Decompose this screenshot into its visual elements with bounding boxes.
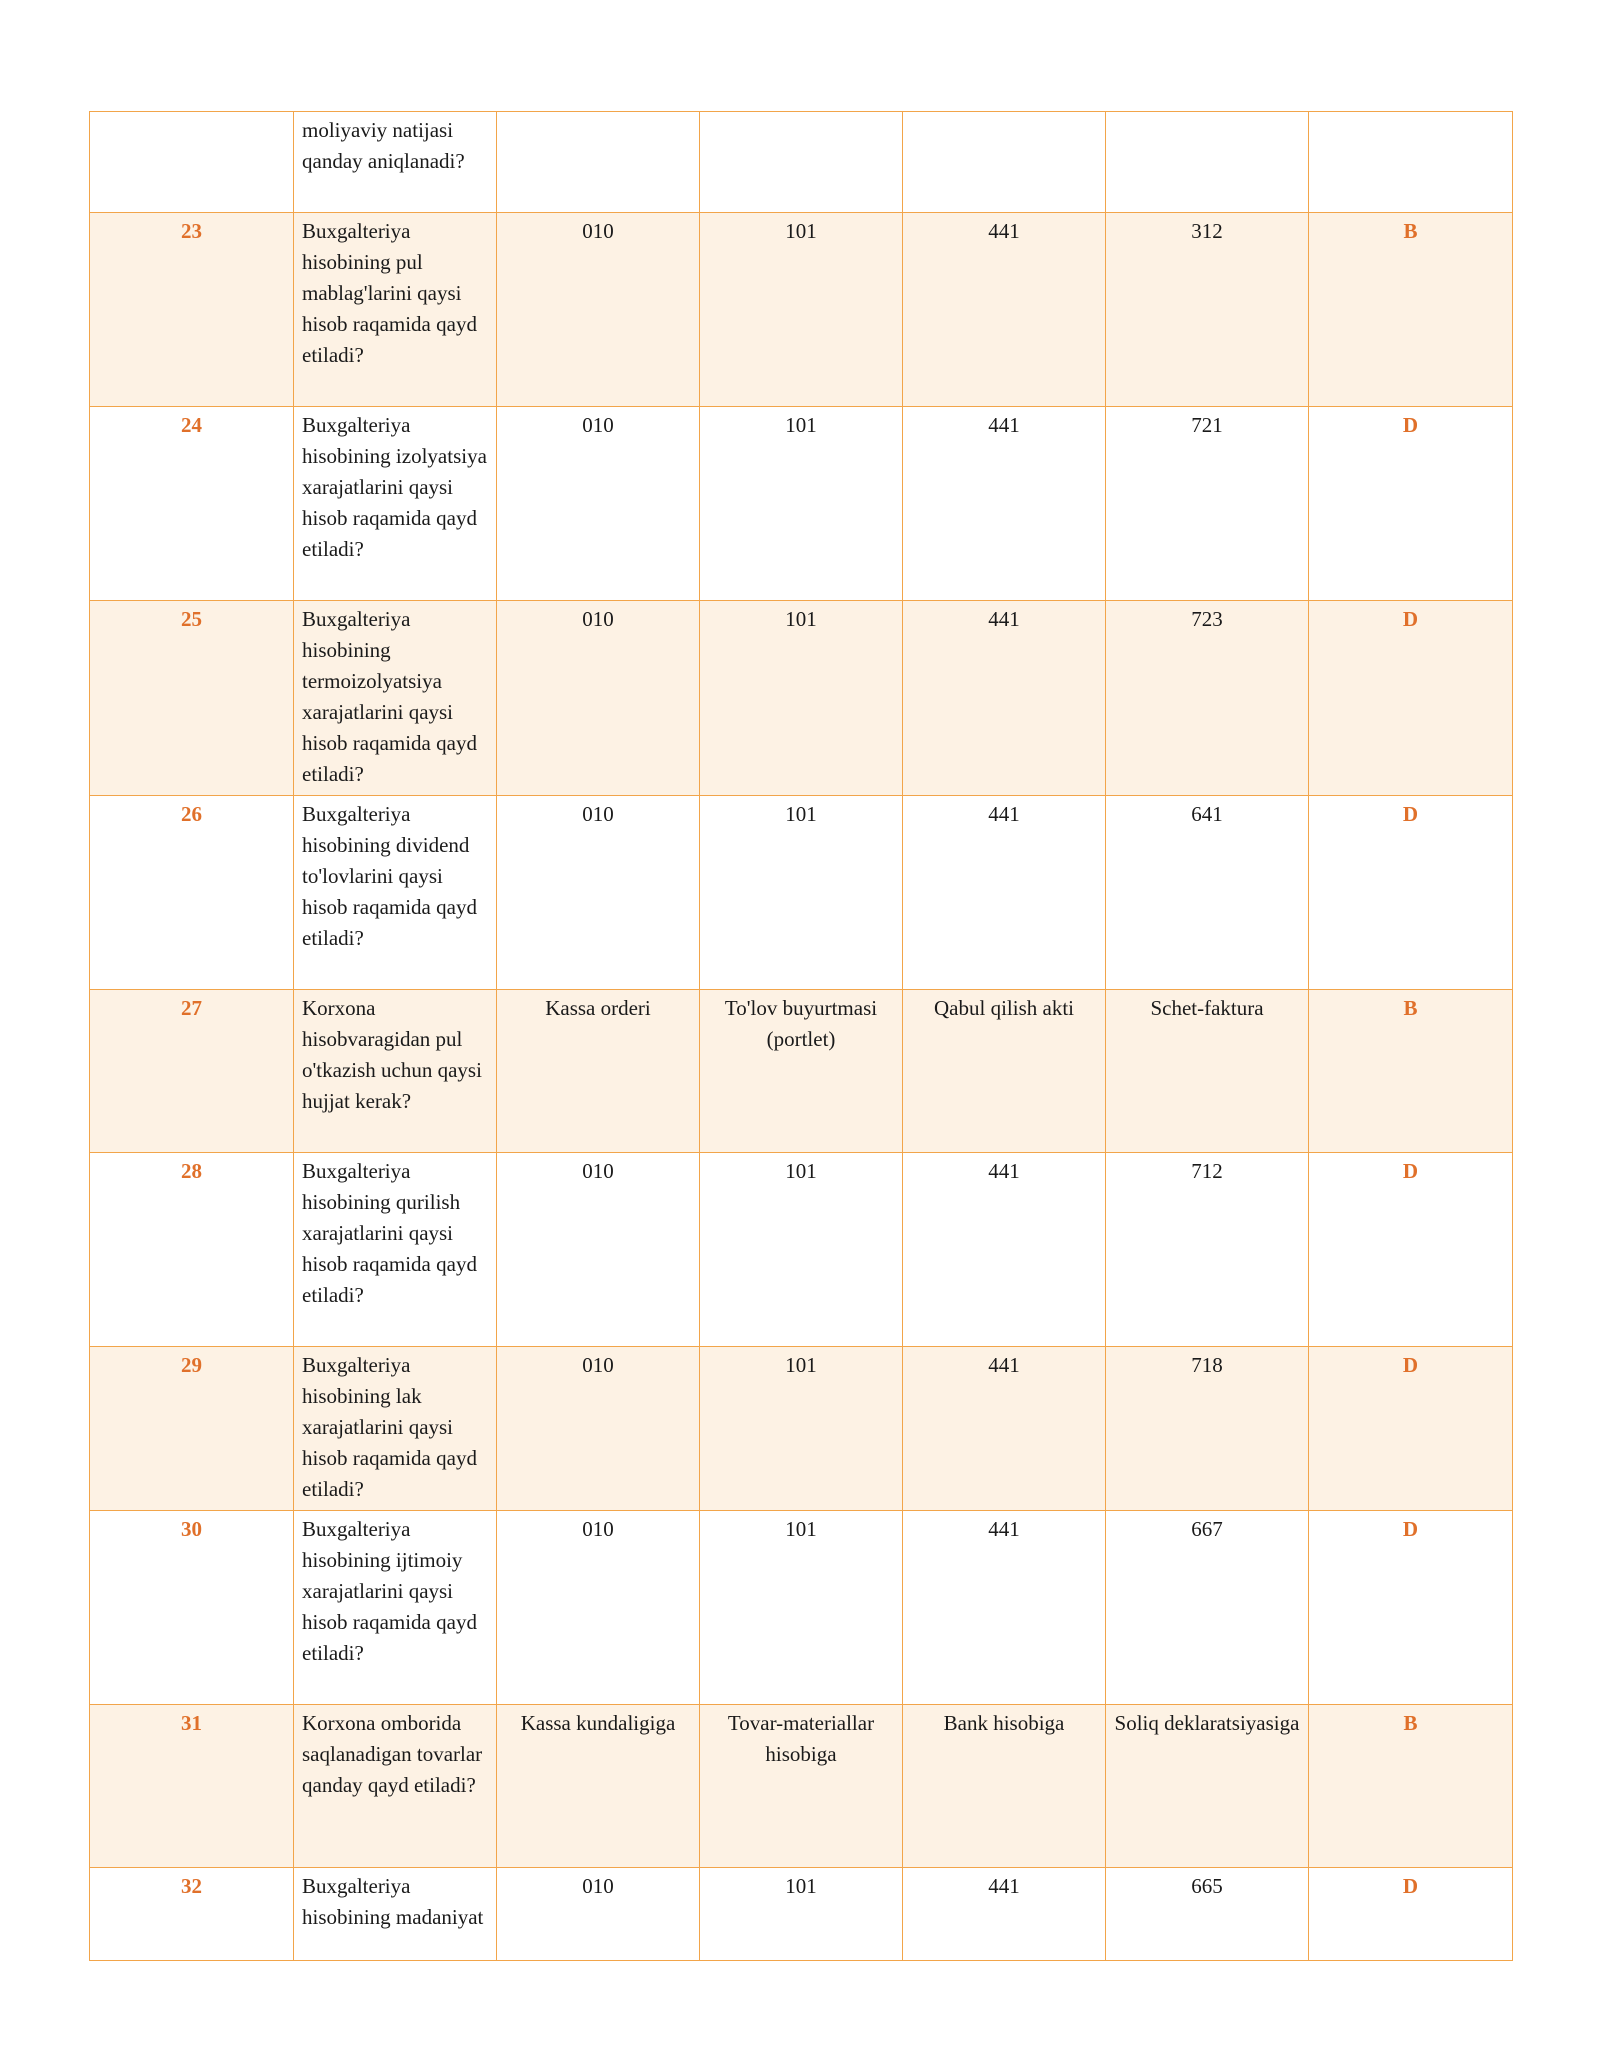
question-text: Buxgalteriya hisobining dividend to'lovlarini qaysi hisob raqamida qayd etiladi? xyxy=(294,796,497,990)
option-a: Kassa orderi xyxy=(497,990,700,1153)
answer-letter: B xyxy=(1309,1705,1513,1868)
question-text: Buxgalteriya hisobining ijtimoiy xarajatlarini qaysi hisob raqamida qayd etiladi? xyxy=(294,1511,497,1705)
option-c: 441 xyxy=(903,1347,1106,1511)
option-a: 010 xyxy=(497,1347,700,1511)
answer-letter xyxy=(1309,112,1513,213)
option-b: 101 xyxy=(700,601,903,796)
option-a: 010 xyxy=(497,1868,700,1961)
question-text: moliyaviy natijasi qanday aniqlanadi? xyxy=(294,112,497,213)
table-row xyxy=(90,1511,1513,1705)
question-text: Buxgalteriya hisobining qurilish xarajatlarini qaysi hisob raqamida qayd etiladi? xyxy=(294,1153,497,1347)
option-b xyxy=(700,112,903,213)
question-number: 28 xyxy=(90,1153,294,1347)
option-a: Kassa kundaligiga xyxy=(497,1705,700,1868)
table-row xyxy=(90,407,1513,601)
option-a: 010 xyxy=(497,407,700,601)
option-b: 101 xyxy=(700,1153,903,1347)
option-c: 441 xyxy=(903,1153,1106,1347)
option-b: 101 xyxy=(700,407,903,601)
answer-letter: D xyxy=(1309,796,1513,990)
option-b: 101 xyxy=(700,796,903,990)
option-d: 712 xyxy=(1106,1153,1309,1347)
question-number: 29 xyxy=(90,1347,294,1511)
question-number: 30 xyxy=(90,1511,294,1705)
document-page xyxy=(89,111,1512,1961)
question-number: 25 xyxy=(90,601,294,796)
option-b: 101 xyxy=(700,1511,903,1705)
option-a: 010 xyxy=(497,601,700,796)
option-a: 010 xyxy=(497,213,700,407)
question-number: 24 xyxy=(90,407,294,601)
option-c: 441 xyxy=(903,1868,1106,1961)
option-c: Bank hisobiga xyxy=(903,1705,1106,1868)
option-d: 667 xyxy=(1106,1511,1309,1705)
option-d: Soliq deklaratsiyasiga xyxy=(1106,1705,1309,1868)
option-a: 010 xyxy=(497,1511,700,1705)
question-text: Buxgalteriya hisobining madaniyat xyxy=(294,1868,497,1961)
table-row xyxy=(90,601,1513,796)
option-d: Schet-faktura xyxy=(1106,990,1309,1153)
option-d: 665 xyxy=(1106,1868,1309,1961)
question-text: Buxgalteriya hisobining lak xarajatlarini qaysi hisob raqamida qayd etiladi? xyxy=(294,1347,497,1511)
option-a xyxy=(497,112,700,213)
table-row xyxy=(90,796,1513,990)
option-d: 721 xyxy=(1106,407,1309,601)
answer-letter: D xyxy=(1309,1347,1513,1511)
option-b: 101 xyxy=(700,213,903,407)
answer-letter: D xyxy=(1309,1153,1513,1347)
option-c: 441 xyxy=(903,1511,1106,1705)
option-d: 641 xyxy=(1106,796,1309,990)
table-row xyxy=(90,112,1513,213)
table-row xyxy=(90,213,1513,407)
option-c: 441 xyxy=(903,601,1106,796)
table-row xyxy=(90,1705,1513,1868)
option-b: 101 xyxy=(700,1868,903,1961)
table-row xyxy=(90,1153,1513,1347)
question-number: 27 xyxy=(90,990,294,1153)
option-c: 441 xyxy=(903,796,1106,990)
answer-letter: B xyxy=(1309,990,1513,1153)
table-row xyxy=(90,990,1513,1153)
option-d: 723 xyxy=(1106,601,1309,796)
option-b: Tovar-materiallar hisobiga xyxy=(700,1705,903,1868)
answer-letter: B xyxy=(1309,213,1513,407)
question-number: 26 xyxy=(90,796,294,990)
option-d: 312 xyxy=(1106,213,1309,407)
question-text: Buxgalteriya hisobining termoizolyatsiya xarajatlarini qaysi hisob raqamida qayd etiladi? xyxy=(294,601,497,796)
option-d: 718 xyxy=(1106,1347,1309,1511)
question-number xyxy=(90,112,294,213)
option-b: To'lov buyurtmasi (portlet) xyxy=(700,990,903,1153)
question-text: Korxona omborida saqlanadigan tovarlar qanday qayd etiladi? xyxy=(294,1705,497,1868)
question-text: Buxgalteriya hisobining izolyatsiya xarajatlarini qaysi hisob raqamida qayd etiladi? xyxy=(294,407,497,601)
option-b: 101 xyxy=(700,1347,903,1511)
question-number: 23 xyxy=(90,213,294,407)
option-a: 010 xyxy=(497,1153,700,1347)
table-row xyxy=(90,1868,1513,1961)
option-c: 441 xyxy=(903,407,1106,601)
question-number: 32 xyxy=(90,1868,294,1961)
question-text: Korxona hisobvaragidan pul o'tkazish uchun qaysi hujjat kerak? xyxy=(294,990,497,1153)
question-number: 31 xyxy=(90,1705,294,1868)
option-a: 010 xyxy=(497,796,700,990)
answer-letter: D xyxy=(1309,407,1513,601)
question-text: Buxgalteriya hisobining pul mablag'larini qaysi hisob raqamida qayd etiladi? xyxy=(294,213,497,407)
option-c xyxy=(903,112,1106,213)
questions-table xyxy=(89,111,1513,1961)
answer-letter: D xyxy=(1309,1511,1513,1705)
answer-letter: D xyxy=(1309,601,1513,796)
answer-letter: D xyxy=(1309,1868,1513,1961)
option-c: 441 xyxy=(903,213,1106,407)
option-c: Qabul qilish akti xyxy=(903,990,1106,1153)
option-d xyxy=(1106,112,1309,213)
table-row xyxy=(90,1347,1513,1511)
